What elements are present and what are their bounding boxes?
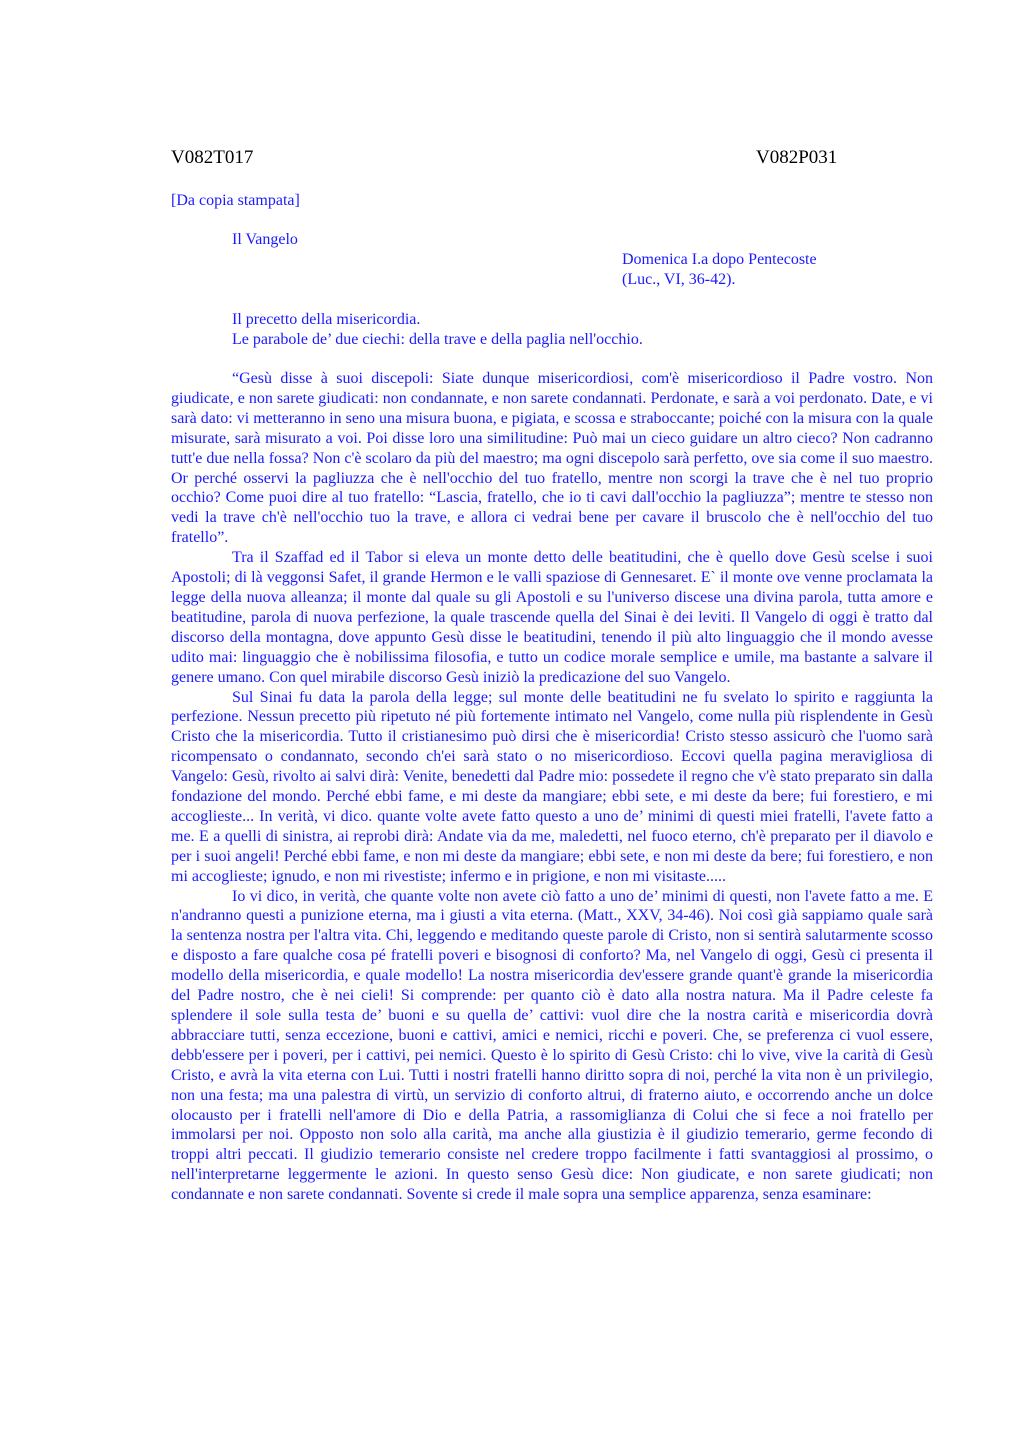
theme-line: Il precetto della misericordia. [232, 311, 421, 328]
document-title: Il Vangelo [232, 231, 298, 248]
scripture-reference: (Luc., VI, 36-42). [622, 271, 736, 288]
source-note: [Da copia stampata] [171, 192, 300, 209]
paragraph: Tra il Szaffad ed il Tabor si eleva un monte detto delle beatitudini, che è quello dove Gesù scelse i suoi Apostoli; di là veggonsi Safet, il grande Hermon e le valli spaziose di Gennesaret. E` il monte ove venne proclamata la legge della nuova alleanza; il monte dal quale su gli Apostoli e su l'universo discese una divina parola, tutta amore e beatitudine, parola di nuova perfezione, la quale trascende quella del Sinai è dei leviti. Il Vangelo di oggi è tratto dal discorso della montagna, dove appunto Gesù disse le beatitudini, tenendo il più alto linguaggio che il mondo avesse udito mai: linguaggio che è nobilissima filosofia, e tutto un codice morale semplice e umile, ma bastante a salvare il genere umano. Con quel mirabile discorso Gesù iniziò la predicazione del suo Vangelo. [171, 549, 933, 686]
themes-block [232, 310, 643, 350]
body-text [171, 369, 933, 1205]
paragraph: “Gesù disse à suoi discepoli: Siate dunque misericordiosi, com'è misericordioso il Padre vostro. Non giudicate, e non sarete giudicati: non condannate, e non sarete condannati. Perdonate, e sarà a voi perdonato. Date, e vi sarà dato: vi metteranno in seno una misura buona, e pigiata, e scossa e straboccante; poiché con la misura con la quale misurate, sarà misurato a voi. Poi disse loro una similitudine: Può mai un cieco guidare un altro cieco? Non cadranno tutt'e due nella fossa? Non c'è scolaro da più del maestro; ma ogni discepolo sarà perfetto, ove sia come il suo maestro. Or perché osservi la pagliuzza che è nell'occhio del tuo fratello, mentre non scorgi la trave che è nel tuo proprio occhio? Come puoi dire al tuo fratello: “Lascia, fratello, che io ti cavi dall'occhio la pagliuzza”; mentre te stesso non vedi la trave ch'è nell'occhio tuo la trave, e allora ci vedrai bene per cavare il bruscolo che è nell'occhio del tuo fratello”. [171, 370, 933, 547]
document-code-left: V082T017 [171, 147, 254, 168]
occasion-line: Domenica I.a dopo Pentecoste [622, 251, 817, 268]
liturgical-occasion [622, 250, 817, 290]
document-code-right: V082P031 [756, 147, 838, 168]
theme-line: Le parabole de’ due ciechi: della trave e della paglia nell'occhio. [232, 331, 643, 348]
paragraph: Io vi dico, in verità, che quante volte non avete ciò fatto a uno de’ minimi di questi, non l'avete fatto a me. E n'andranno questi a punizione eterna, ma i giusti a vita eterna. (Matt., XXV, 34-46). Noi così già sappiamo quale sarà la sentenza nostra per l'altra vita. Chi, leggendo e meditando queste parole di Cristo, non si sentirà salutarmente scosso e disposto a fare qualche cosa pé fratelli poveri e bisognosi di conforto? Ma, nel Vangelo di oggi, Gesù ci presenta il modello della misericordia, e quale modello! La nostra misericordia dev'essere grande quant'è grande la misericordia del Padre nostro, che è nei cieli! Si comprende: per quanto ciò è dato alla nostra natura. Ma il Padre celeste fa splendere il sole sulla testa de’ buoni e su quella de’ cattivi: vuol dire che la nostra carità e misericordia dovrà abbracciare tutti, senza eccezione, buoni e cattivi, amici e nemici, ricchi e poveri. Che, se preferenza ci vuol essere, debb'essere per i poveri, per i cattivi, pei nemici. Questo è lo spirito di Gesù Cristo: chi lo vive, vive la carità di Gesù Cristo, e avrà la vita eterna con Lui. Tutti i nostri fratelli hanno diritto sopra di noi, perché la vita non è un privilegio, non una festa; ma una palestra di virtù, un servizio di conforto altrui, di fraterno aiuto, e occorrendo anche un dolce olocausto per i fratelli nell'amore di Dio e della Patria, a rassomiglianza di Colui che si fece a noi fratello per immolarsi per noi. Opposto non solo alla carità, ma anche alla giustizia è il giudizio temerario, germe fecondo di troppi altri peccati. Il giudizio temerario consiste nel credere troppo facilmente i fatti svantaggiosi al prossimo, o nell'interpretarne leggermente le azioni. In questo senso Gesù dice: Non giudicate, e non sarete giudicati; non condannate e non sarete condannati. Sovente si crede il male sopra una semplice apparenza, senza esaminare: [171, 887, 933, 1204]
paragraph: Sul Sinai fu data la parola della legge; sul monte delle beatitudini ne fu svelato lo spirito e raggiunta la perfezione. Nessun precetto più ripetuto né più fortemente intimato nel Vangelo, come nulla più risplendente in Gesù Cristo che la misericordia. Tutto il cristianesimo può dirsi che è misericordia! Cristo stesso assicurò che l'uomo sarà ricompensato o condannato, secondo ch'ei sarà stato o no misericordioso. Eccovi quella pagina meravigliosa di Vangelo: Gesù, rivolto ai salvi dirà: Venite, benedetti dal Padre mio: possedete il regno che v'è stato preparato sin dalla fondazione del mondo. Perché ebbi fame, e mi deste da mangiare; ebbi sete, e mi deste da bere; fui forestiero, e mi accoglieste... In verità, vi dico. quante volte avete fatto questo a uno de’ minimi di questi miei fratelli, l'avete fatto a me. E a quelli di sinistra, ai reprobi dirà: Andate via da me, maledetti, nel fuoco eterno, ch'è preparato per il diavolo e per i suoi angeli! Perché ebbi fame, e non mi deste da mangiare; ebbi sete, e non mi deste da bere; fui forestiero, e non mi accoglieste; ignudo, e non mi rivestiste; infermo e in prigione, e non mi visitaste..... [171, 688, 933, 885]
